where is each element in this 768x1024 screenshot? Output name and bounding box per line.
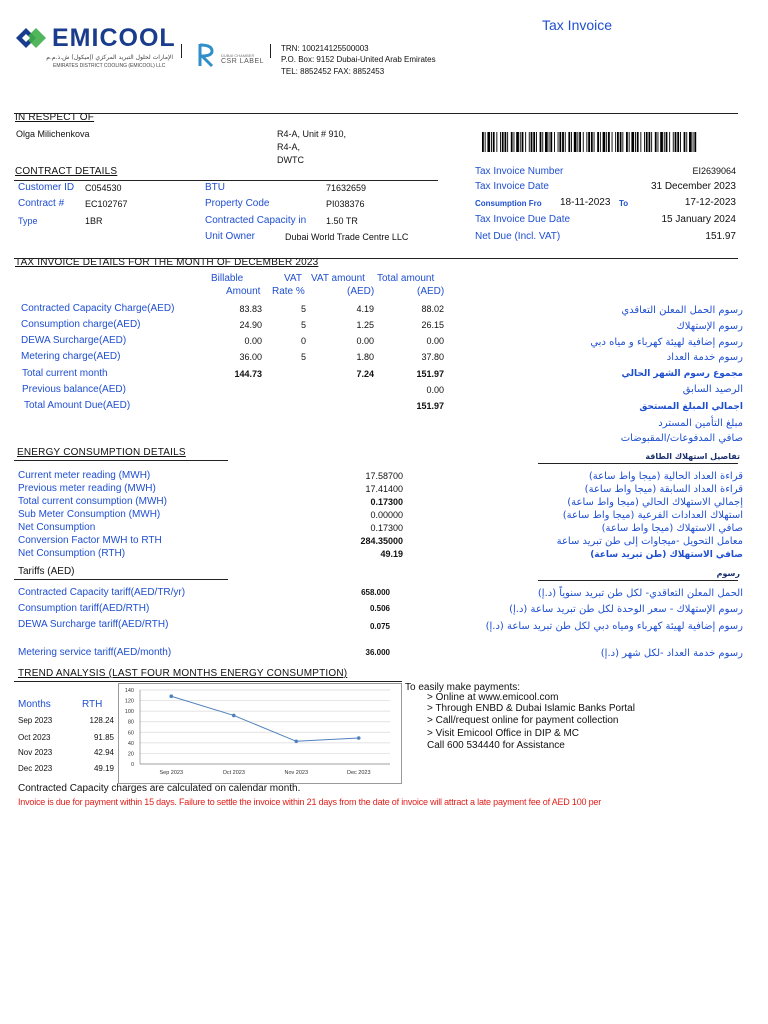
- row-label: Consumption charge(AED): [21, 319, 141, 330]
- y-tick-label: 60: [127, 730, 134, 737]
- csr-r-icon: [196, 42, 216, 68]
- barcode-bar: [542, 132, 543, 152]
- row-amount: 36.00: [239, 352, 262, 362]
- tariffs-rule-ar: [538, 580, 738, 581]
- energy-rule-ar: [538, 463, 738, 464]
- barcode-bar: [644, 132, 645, 152]
- row-amount: 24.90: [239, 320, 262, 330]
- barcode-bar: [689, 132, 692, 152]
- tel-fax: TEL: 8852452 FAX: 8852453: [281, 67, 385, 76]
- col-vat-amount: VAT amount: [311, 273, 365, 284]
- barcode-bar: [540, 132, 542, 152]
- tariff-value: 658.000: [361, 588, 390, 597]
- barcode-bar: [655, 132, 657, 152]
- energy-label: Previous meter reading (MWH): [18, 483, 156, 494]
- invoice-number-label: Tax Invoice Number: [475, 166, 564, 177]
- trend-heading: TREND ANALYSIS (LAST FOUR MONTHS ENERGY CONSUMPTION): [18, 668, 348, 679]
- barcode-bar: [666, 132, 668, 152]
- y-tick-label: 20: [127, 751, 134, 758]
- trend-col-rth: RTH: [82, 699, 103, 710]
- trend-month: Oct 2023: [18, 733, 51, 742]
- btu-value: 71632659: [326, 183, 367, 193]
- barcode-bar: [635, 132, 636, 152]
- data-point: [357, 736, 361, 740]
- row-vat: 4.19: [356, 304, 374, 314]
- address-line-2: R4-A,: [277, 142, 301, 152]
- col-vat: VAT: [284, 273, 302, 284]
- payments-intro: To easily make payments:: [405, 682, 521, 693]
- contract-value: EC102767: [85, 199, 128, 209]
- trend-month: Sep 2023: [18, 716, 53, 725]
- property-label: Property Code: [205, 198, 270, 209]
- y-tick-label: 100: [124, 709, 134, 716]
- energy-value: 0.17300: [370, 497, 403, 507]
- barcode-bar: [485, 132, 486, 152]
- energy-label: Conversion Factor MWH to RTH: [18, 535, 162, 546]
- barcode-bar: [693, 132, 694, 152]
- type-label: Type: [18, 216, 38, 226]
- y-tick-label: 140: [124, 688, 134, 694]
- customer-id-label: Customer ID: [18, 182, 75, 193]
- row-rate: 5: [300, 352, 306, 362]
- x-tick-label: Oct 2023: [222, 770, 245, 776]
- ar-detail-6: الرصيد السابق: [682, 384, 743, 395]
- doc-title: Tax Invoice: [542, 17, 613, 33]
- barcode-bar: [608, 132, 610, 152]
- data-point: [294, 740, 298, 744]
- energy-label: Sub Meter Consumption (MWH): [18, 509, 161, 520]
- col-rate: Rate %: [272, 286, 305, 297]
- chart-frame: [119, 684, 402, 784]
- po-box: P.O. Box: 9152 Dubai-United Arab Emirates: [281, 55, 436, 64]
- contract-label: Contract #: [18, 198, 65, 209]
- period-to-label: To: [619, 199, 629, 208]
- due-date-label: Tax Invoice Due Date: [475, 214, 571, 225]
- barcode-bar: [603, 132, 606, 152]
- tariff-ar: الحمل المعلن التعاقدي- لكل طن تبريد سنوياً (د.إ): [537, 588, 743, 599]
- barcode-bar: [686, 132, 687, 152]
- ar-detail-8: مبلغ التأمين المسترد: [658, 418, 743, 429]
- barcode-bar: [562, 132, 564, 152]
- row-vat: 1.25: [356, 320, 374, 330]
- row-rate: 5: [300, 304, 306, 314]
- csr-label: CSR LABEL: [221, 58, 265, 65]
- barcode-bar: [516, 132, 519, 152]
- energy-ar: صافي الاستهلاك (طن تبريد ساعة): [590, 550, 743, 560]
- row-label: Contracted Capacity Charge(AED): [21, 303, 175, 314]
- barcode-bar: [649, 132, 651, 152]
- payment-option: > Visit Emicool Office in DIP & MC: [427, 728, 579, 739]
- col-total: Total amount: [377, 273, 435, 284]
- barcode-bar: [522, 132, 524, 152]
- col-billable: Billable: [211, 273, 244, 284]
- row-label: Metering charge(AED): [21, 351, 121, 362]
- type-value: 1BR: [85, 216, 103, 226]
- row-amount: 83.83: [239, 304, 262, 314]
- barcode-bar: [487, 132, 490, 152]
- capacity-label: Contracted Capacity in: [205, 215, 307, 226]
- barcode-bar: [482, 132, 484, 152]
- brand-name: EMICOOL: [52, 24, 176, 52]
- barcode-bar: [554, 132, 555, 152]
- respect-rule: [14, 113, 738, 114]
- brand-sub-ar: الإمارات لحلول التبريد المركزي (إميكول) ش.ذ.م.م: [46, 54, 173, 61]
- energy-label: Current meter reading (MWH): [18, 470, 151, 481]
- barcode-bar: [600, 132, 601, 152]
- tariffs-rule: [14, 579, 228, 580]
- barcode-bar: [606, 132, 607, 152]
- data-point: [169, 694, 173, 698]
- row-vat: 1.80: [356, 352, 374, 362]
- y-tick-label: 40: [127, 740, 134, 747]
- tariff-value: 0.075: [369, 622, 390, 631]
- y-tick-label: 80: [127, 719, 134, 726]
- x-tick-label: Nov 2023: [284, 770, 309, 776]
- address-line-3: DWTC: [277, 155, 304, 165]
- period-from: 18-11-2023: [560, 197, 611, 208]
- respect-heading: IN RESPECT OF: [15, 112, 95, 123]
- total-current-label: Total current month: [22, 368, 108, 379]
- address-line-1: R4-A, Unit # 910,: [277, 129, 347, 139]
- barcode-bar: [622, 132, 623, 152]
- energy-ar: صافي الاستهلاك (ميجا واط ساعة): [601, 523, 743, 534]
- period-to: 17-12-2023: [684, 197, 736, 208]
- energy-ar: قراءة العداد السابقة (ميجا واط ساعة): [584, 484, 743, 495]
- barcode-bar: [660, 132, 663, 152]
- barcode-bar: [664, 132, 665, 152]
- barcode-bar: [500, 132, 501, 152]
- late-fee-warning: Invoice is due for payment within 15 days. Failure to settle the invoice within 21 days from the date of invoice will attract a late payment fee of AED 100 per: [18, 797, 602, 807]
- payment-option: > Through ENBD & Dubai Islamic Banks Portal: [427, 703, 635, 714]
- customer-id-value: C054530: [85, 183, 122, 193]
- barcode-bar: [677, 132, 679, 152]
- trend-rth: 128.24: [89, 716, 114, 725]
- csr-small: DUBAI CHAMBER: [221, 53, 255, 58]
- trend-rth: 91.85: [93, 733, 114, 742]
- barcode-bar: [586, 132, 587, 152]
- tariff-ar: رسوم إضافية لهيئة كهرباء ومياه دبي لكل طن تبريد ساعة (د.إ): [485, 621, 743, 632]
- previous-balance-label: Previous balance(AED): [22, 384, 126, 395]
- data-point: [232, 714, 236, 718]
- contract-heading: CONTRACT DETAILS: [15, 166, 118, 177]
- tariff-ar: رسوم خدمة العداد -لكل شهر (د.إ): [600, 648, 743, 659]
- barcode-bar: [675, 132, 677, 152]
- barcode-bar: [631, 132, 634, 152]
- ar-detail-9: صافي المدفوعات/المقبوضات: [620, 433, 743, 444]
- energy-heading: ENERGY CONSUMPTION DETAILS: [17, 447, 186, 458]
- barcode-bar: [525, 132, 526, 152]
- trend-col-months: Months: [18, 699, 51, 710]
- ar-detail-5: مجموع رسوم الشهر الحالي: [621, 369, 743, 379]
- barcode-bar: [597, 132, 599, 152]
- tariff-label: DEWA Surcharge tariff(AED/RTH): [18, 619, 169, 630]
- barcode-bar: [673, 132, 674, 152]
- barcode-bar: [568, 132, 570, 152]
- details-rule: [14, 258, 738, 259]
- col-vat-aed: (AED): [347, 286, 375, 297]
- col-total-aed: (AED): [417, 286, 445, 297]
- energy-ar: استهلاك العدادات الفرعية (ميجا واط ساعة): [562, 510, 743, 521]
- brand-sub-en: EMIRATES DISTRICT COOLING (EMICOOL) LLC: [53, 63, 166, 69]
- invoice-number: EI2639064: [692, 166, 736, 176]
- barcode-bar: [629, 132, 630, 152]
- barcode-bar: [507, 132, 508, 152]
- barcode-bar: [496, 132, 497, 152]
- barcode-bar: [658, 132, 659, 152]
- energy-label: Total current consumption (MWH): [18, 496, 167, 507]
- due-date: 15 January 2024: [661, 214, 736, 225]
- tariff-value: 0.506: [369, 604, 390, 613]
- row-amount: 0.00: [244, 336, 262, 346]
- net-due-label: Net Due (Incl. VAT): [475, 231, 561, 242]
- barcode-bar: [579, 132, 581, 152]
- invoice-date-label: Tax Invoice Date: [475, 181, 549, 192]
- tariffs-heading-ar: رسوم: [716, 569, 740, 578]
- total-current-total: 151.97: [416, 369, 444, 379]
- barcode-bar: [536, 132, 537, 152]
- barcode-bar: [571, 132, 572, 152]
- contract-rule: [14, 180, 438, 181]
- row-label: DEWA Surcharge(AED): [21, 335, 127, 346]
- x-tick-label: Dec 2023: [346, 770, 371, 776]
- barcode-bar: [651, 132, 652, 152]
- barcode: [482, 132, 700, 152]
- barcode-bar: [514, 132, 515, 152]
- row-total: 26.15: [421, 320, 444, 330]
- energy-label: Net Consumption (RTH): [18, 548, 126, 559]
- barcode-bar: [646, 132, 648, 152]
- barcode-bar: [591, 132, 593, 152]
- total-current-amount: 144.73: [234, 369, 262, 379]
- barcode-bar: [520, 132, 521, 152]
- header-divider-2: [270, 44, 271, 58]
- barcode-bar: [559, 132, 561, 152]
- trend-rth: 49.19: [93, 764, 114, 773]
- trend-month: Nov 2023: [18, 748, 53, 757]
- barcode-bar: [612, 132, 613, 152]
- barcode-bar: [583, 132, 584, 152]
- tariffs-heading: Tariffs (AED): [18, 566, 75, 577]
- barcode-bar: [594, 132, 595, 152]
- barcode-bar: [502, 132, 504, 152]
- barcode-bar: [620, 132, 622, 152]
- barcode-bar: [669, 132, 670, 152]
- total-due-label: Total Amount Due(AED): [24, 400, 131, 411]
- payment-option: > Call/request online for payment collection: [427, 715, 619, 726]
- payment-option: > Online at www.emicool.com: [427, 692, 559, 703]
- barcode-bar: [684, 132, 686, 152]
- barcode-bar: [694, 132, 696, 152]
- col-amount: Amount: [226, 286, 261, 297]
- property-value: PI038376: [326, 199, 365, 209]
- y-tick-label: 120: [124, 698, 134, 705]
- barcode-bar: [577, 132, 578, 152]
- tariff-label: Consumption tariff(AED/RTH): [18, 603, 150, 614]
- ar-detail-7: اجمالي المبلغ المستحق: [639, 402, 743, 412]
- trend-rule: [14, 681, 402, 682]
- ar-detail-2: رسوم الإستهلاك: [676, 321, 743, 332]
- energy-value: 284.35000: [360, 536, 403, 546]
- energy-value: 17.58700: [365, 471, 403, 481]
- row-total: 88.02: [421, 304, 444, 314]
- capacity-value: 1.50 TR: [326, 216, 358, 226]
- barcode-bar: [529, 132, 530, 152]
- barcode-bar: [511, 132, 513, 152]
- energy-value: 17.41400: [365, 484, 403, 494]
- barcode-bar: [493, 132, 495, 152]
- trn: TRN: 100214125500003: [281, 44, 369, 53]
- barcode-bar: [615, 132, 616, 152]
- details-heading: TAX INVOICE DETAILS FOR THE MONTH OF DECEMBER 2023: [15, 257, 319, 268]
- barcode-bar: [549, 132, 550, 152]
- row-total: 37.80: [421, 352, 444, 362]
- trend-month: Dec 2023: [18, 764, 53, 773]
- total-current-vat: 7.24: [356, 369, 374, 379]
- barcode-bar: [588, 132, 590, 152]
- row-rate: 5: [300, 320, 306, 330]
- btu-label: BTU: [205, 182, 225, 193]
- header-divider-1: [181, 44, 182, 58]
- row-vat: 0.00: [356, 336, 374, 346]
- barcode-bar: [680, 132, 681, 152]
- barcode-bar: [565, 132, 566, 152]
- barcode-bar: [640, 132, 641, 152]
- tariff-ar: رسوم الإستهلاك - سعر الوحدة لكل طن تبريد ساعة (د.إ): [509, 604, 743, 615]
- energy-value: 0.00000: [370, 510, 403, 520]
- barcode-bar: [533, 132, 535, 152]
- energy-ar: إجمالي الاستهلاك الحالي (ميجا واط ساعة): [567, 497, 743, 508]
- ar-detail-3: رسوم إضافية لهيئة كهرباء و مياه دبي: [590, 337, 743, 348]
- barcode-bar: [505, 132, 507, 152]
- barcode-bar: [626, 132, 628, 152]
- customer-name: Olga Milichenkova: [16, 129, 90, 139]
- energy-ar: معامل التحويل -ميجاوات إلى طن تبريد ساعة: [556, 536, 743, 547]
- barcode-bar: [545, 132, 548, 152]
- ar-detail-1: رسوم الحمل المعلن التعاقدي: [621, 305, 743, 316]
- previous-balance-total: 0.00: [426, 385, 444, 395]
- energy-value: 0.17300: [370, 523, 403, 533]
- energy-value: 49.19: [380, 549, 403, 559]
- row-rate: 0: [300, 336, 306, 346]
- barcode-bar: [637, 132, 639, 152]
- energy-ar: قراءة العداد الحالية (ميجا واط ساعة): [588, 471, 743, 482]
- barcode-bar: [617, 132, 619, 152]
- owner-value: Dubai World Trade Centre LLC: [285, 232, 409, 242]
- barcode-bar: [491, 132, 492, 152]
- x-tick-label: Sep 2023: [159, 770, 184, 776]
- payments-assist: Call 600 534440 for Assistance: [427, 740, 565, 751]
- barcode-bar: [574, 132, 577, 152]
- barcode-bar: [558, 132, 559, 152]
- ar-detail-4: رسوم خدمة العداد: [666, 352, 743, 363]
- net-due: 151.97: [705, 231, 736, 242]
- tariff-label: Metering service tariff(AED/month): [18, 647, 172, 658]
- emicool-logo-icon: [14, 24, 52, 52]
- y-tick-label: 0: [130, 762, 134, 768]
- tariff-label: Contracted Capacity tariff(AED/TR/yr): [18, 587, 186, 598]
- energy-label: Net Consumption: [18, 522, 96, 533]
- row-total: 0.00: [426, 336, 444, 346]
- energy-rule: [14, 460, 228, 461]
- total-due-total: 151.97: [416, 401, 444, 411]
- trend-chart: [118, 683, 402, 784]
- period-label: Consumption Fro: [475, 199, 542, 208]
- barcode-bar: [550, 132, 552, 152]
- tariff-value: 36.000: [365, 648, 390, 657]
- calendar-note: Contracted Capacity charges are calculated on calendar month.: [18, 783, 301, 794]
- trend-rth: 42.94: [93, 748, 114, 757]
- invoice-date: 31 December 2023: [650, 181, 736, 192]
- energy-heading-ar: تفاصيل استهلاك الطاقة: [645, 452, 740, 461]
- owner-label: Unit Owner: [205, 231, 256, 242]
- barcode-bar: [531, 132, 533, 152]
